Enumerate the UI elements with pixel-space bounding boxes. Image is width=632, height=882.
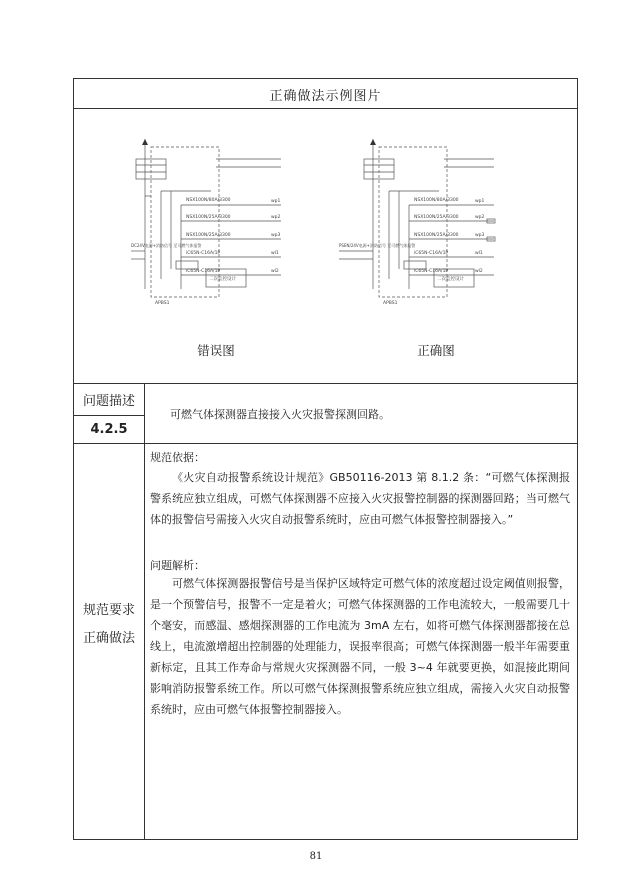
svg-text:APBS1: APBS1 — [155, 301, 170, 306]
row-divider — [74, 443, 577, 444]
svg-text:NSX100N/25A/3300: NSX100N/25A/3300 — [186, 233, 231, 238]
basis-text: 《火灾自动报警系统设计规范》GB50116-2013 第 8.1.2 条：“可燃气体探测报警系统应独立组成，可燃气体探测器不应接入火灾报警控制器的探测器回路；当可燃气体的报警信号需接入火灾自动报警系统时，应由可燃气体报警控制器接入。” — [150, 471, 570, 526]
svg-text:wp2: wp2 — [271, 215, 281, 220]
svg-text:iC65N-C16A/1P: iC65N-C16A/1P — [414, 251, 449, 256]
svg-text:wp1: wp1 — [475, 199, 485, 204]
row-divider — [74, 108, 577, 109]
svg-text:二次监控设计: 二次监控设计 — [437, 277, 464, 282]
page-number: 81 — [309, 851, 323, 862]
requirement-label-2: 正确做法 — [82, 631, 135, 646]
basis-heading: 规范依据： — [150, 451, 205, 464]
svg-text:APBS1: APBS1 — [383, 301, 398, 306]
svg-text:NSX100N/25A/3300: NSX100N/25A/3300 — [414, 215, 459, 220]
svg-text:PSEN/24V电源+消防信号 至可燃气体报警: PSEN/24V电源+消防信号 至可燃气体报警 — [339, 243, 416, 248]
svg-text:wl1: wl1 — [271, 251, 279, 256]
table-frame — [73, 78, 578, 840]
svg-text:iC65N-C16A/1P: iC65N-C16A/1P — [186, 269, 221, 274]
right-diagram — [339, 139, 499, 314]
row-divider — [74, 383, 577, 384]
svg-text:NSX100N/25A/3300: NSX100N/25A/3300 — [414, 233, 459, 238]
analysis-heading: 问题解析： — [150, 559, 205, 572]
row-divider — [74, 415, 144, 416]
svg-text:iC65N-C16A/1P: iC65N-C16A/1P — [414, 269, 449, 274]
wrong-caption: 错误图 — [197, 343, 235, 358]
requirement-label-1: 规范要求 — [82, 603, 135, 618]
analysis-text: 可燃气体探测器报警信号是当保护区域特定可燃气体的浓度超过设定阈值则报警，是一个预警信号，报警不一定是着火；可燃气体探测器的工作电流较大，一般需要几十个毫安，而感温、感烟探测器的工作电流为 3mA 左右，如将可燃气体探测器都接在总线上，电流激增超出控制器的处理能力，误报率很高；可燃气体探测器一般半年需要重新标定，且其工作寿命与常规火灾探测器不同，一般 3~4 年就要更换，如混接此期间影响消防报警系统工作。所以可燃气体探测报警系统应独立组成，需接入火灾自动报警系统时，应由可燃气体报警控制器接入。 — [150, 577, 570, 716]
svg-text:wp3: wp3 — [271, 233, 281, 238]
problem-description: 可燃气体探测器直接接入火灾报警探测回路。 — [170, 408, 390, 421]
svg-text:wp1: wp1 — [271, 199, 281, 204]
svg-text:NSX100N/80A/3300: NSX100N/80A/3300 — [414, 198, 459, 203]
svg-text:wp2: wp2 — [475, 215, 485, 220]
svg-text:NSX100N/80A/3300: NSX100N/80A/3300 — [186, 198, 231, 203]
svg-text:DC24V电源+消防信号 至可燃气体报警: DC24V电源+消防信号 至可燃气体报警 — [131, 243, 202, 248]
svg-text:NSX100N/25A/3300: NSX100N/25A/3300 — [186, 215, 231, 220]
svg-text:wl2: wl2 — [475, 269, 483, 274]
column-divider — [144, 383, 145, 840]
problem-number: 4.2.5 — [90, 422, 128, 437]
svg-text:二次监控设计: 二次监控设计 — [209, 277, 236, 282]
problem-label: 问题描述 — [82, 394, 135, 409]
table-header: 正确做法示例图片 — [269, 89, 382, 104]
svg-text:iC65N-C16A/1P: iC65N-C16A/1P — [186, 251, 221, 256]
right-caption: 正确图 — [417, 343, 455, 358]
svg-text:wl2: wl2 — [271, 269, 279, 274]
wrong-diagram — [131, 139, 291, 314]
svg-text:wp3: wp3 — [475, 233, 485, 238]
svg-text:wl1: wl1 — [475, 251, 483, 256]
